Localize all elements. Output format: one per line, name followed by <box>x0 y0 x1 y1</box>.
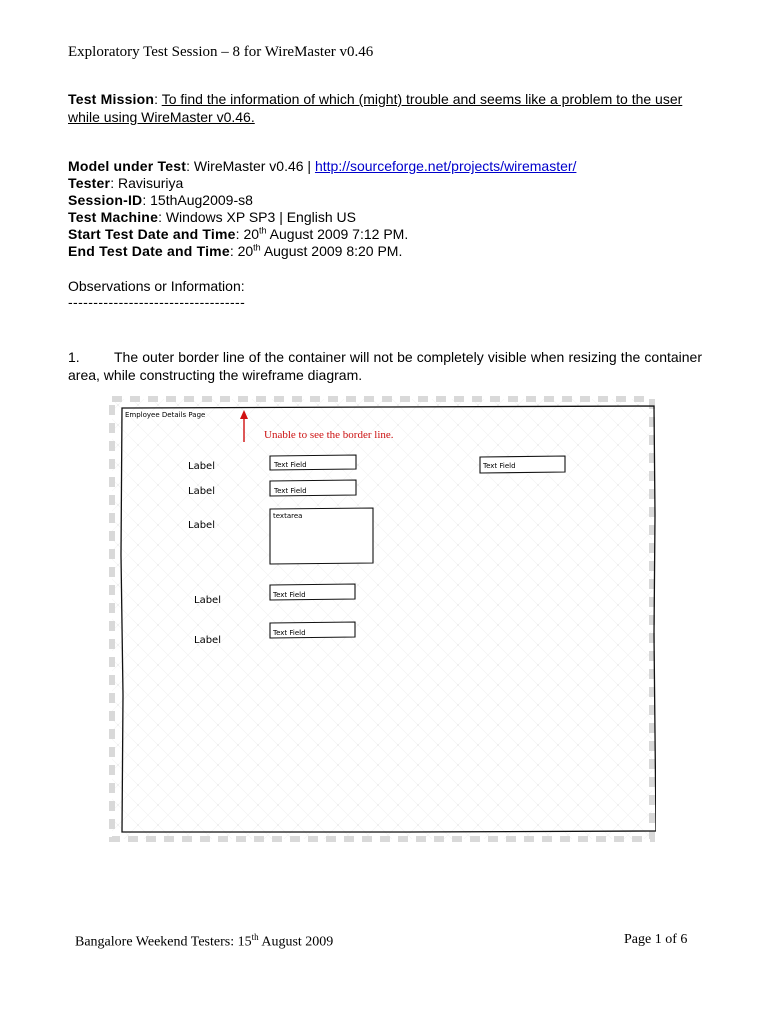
session-value: 15thAug2009-s8 <box>150 192 253 208</box>
annotation-text: Unable to see the border line. <box>264 429 394 441</box>
wf-text-field-2[interactable] <box>480 456 565 473</box>
wf-text-field-3[interactable] <box>270 480 356 496</box>
end-day: 20 <box>237 243 254 259</box>
tester-row: Tester: Ravisuriya <box>68 175 184 191</box>
wireframe-page-title: Employee Details Page <box>125 411 206 419</box>
session-metadata <box>68 158 708 260</box>
test-mission: Test Mission: To find the information of which (might) trouble and seems like a problem to the user while using WireMaster v0.46. <box>68 91 683 125</box>
start-sup: th <box>259 225 267 236</box>
footer-left-sup: th <box>251 932 259 942</box>
model-row: Model under Test: WireMaster v0.46 | http://sourceforge.net/projects/wiremaster/ <box>68 158 577 174</box>
start-day: 20 <box>243 226 260 242</box>
mission-label: Test Mission <box>68 91 155 107</box>
header-title: Exploratory Test Session – 8 for WireMaster v0.46 <box>68 44 374 60</box>
start-row: Start Test Date and Time: 20th August 2009 7:12 PM. <box>68 225 409 242</box>
wf-label-4: Label <box>194 595 221 606</box>
wf-text-field-1[interactable] <box>270 455 356 470</box>
machine-label: Test Machine <box>68 209 159 225</box>
session-label: Session-ID <box>68 192 143 208</box>
end-row: End Test Date and Time: 20th August 2009 8:20 PM. <box>68 242 403 259</box>
end-rest: August 2009 8:20 PM. <box>263 243 403 259</box>
wf-text-field-4[interactable] <box>270 584 355 600</box>
observations-divider: ----------------------------------- <box>68 294 246 310</box>
wireframe-screenshot <box>108 395 656 843</box>
session-row: Session-ID: 15thAug2009-s8 <box>68 192 253 208</box>
footer-left-suffix: August 2009 <box>261 934 334 950</box>
wf-textarea[interactable] <box>270 508 373 564</box>
machine-row: Test Machine: Windows XP SP3 | English US <box>68 209 356 225</box>
wf-label-1: Label <box>188 461 215 472</box>
observation-number: 1. <box>68 349 80 365</box>
page-number: Page 1 of 6 <box>624 932 688 947</box>
footer-left <box>75 932 333 951</box>
tester-label: Tester <box>68 175 111 191</box>
model-value: WireMaster v0.46 | <box>193 158 312 174</box>
start-label: Start Test Date and Time <box>68 226 236 242</box>
mission-text: To find the information of which (might) trouble and seems like a problem to the user while using WireMaster v0.46. <box>68 91 683 125</box>
start-rest: August 2009 7:12 PM. <box>269 226 409 242</box>
wf-text-field-4-label: Text Field <box>273 591 306 599</box>
wf-label-5: Label <box>194 635 221 646</box>
model-label: Model under Test <box>68 158 187 174</box>
observation-item <box>68 348 702 384</box>
wf-text-field-5[interactable] <box>270 622 355 638</box>
wireframe-canvas <box>108 395 656 843</box>
footer-left-prefix: Bangalore Weekend Testers: 15 <box>75 934 252 950</box>
machine-value: Windows XP SP3 | English US <box>165 209 356 225</box>
observations-title: Observations or Information: <box>68 278 245 294</box>
wf-label-3: Label <box>188 520 215 531</box>
end-sup: th <box>253 242 261 253</box>
wf-text-field-2-label: Text Field <box>483 462 516 470</box>
end-label: End Test Date and Time <box>68 243 230 259</box>
tester-value: Ravisuriya <box>117 175 184 191</box>
observation-text: The outer border line of the container will not be completely visible when resizing the container area, while constructing the wireframe diagram. <box>68 349 702 383</box>
sourceforge-link[interactable]: http://sourceforge.net/projects/wiremaster/ <box>314 158 577 174</box>
wf-text-field-1-label: Text Field <box>274 461 307 469</box>
wf-text-field-3-label: Text Field <box>274 487 307 495</box>
wf-label-2: Label <box>188 486 215 497</box>
wf-text-field-5-label: Text Field <box>273 629 306 637</box>
wf-textarea-label: textarea <box>273 512 303 520</box>
